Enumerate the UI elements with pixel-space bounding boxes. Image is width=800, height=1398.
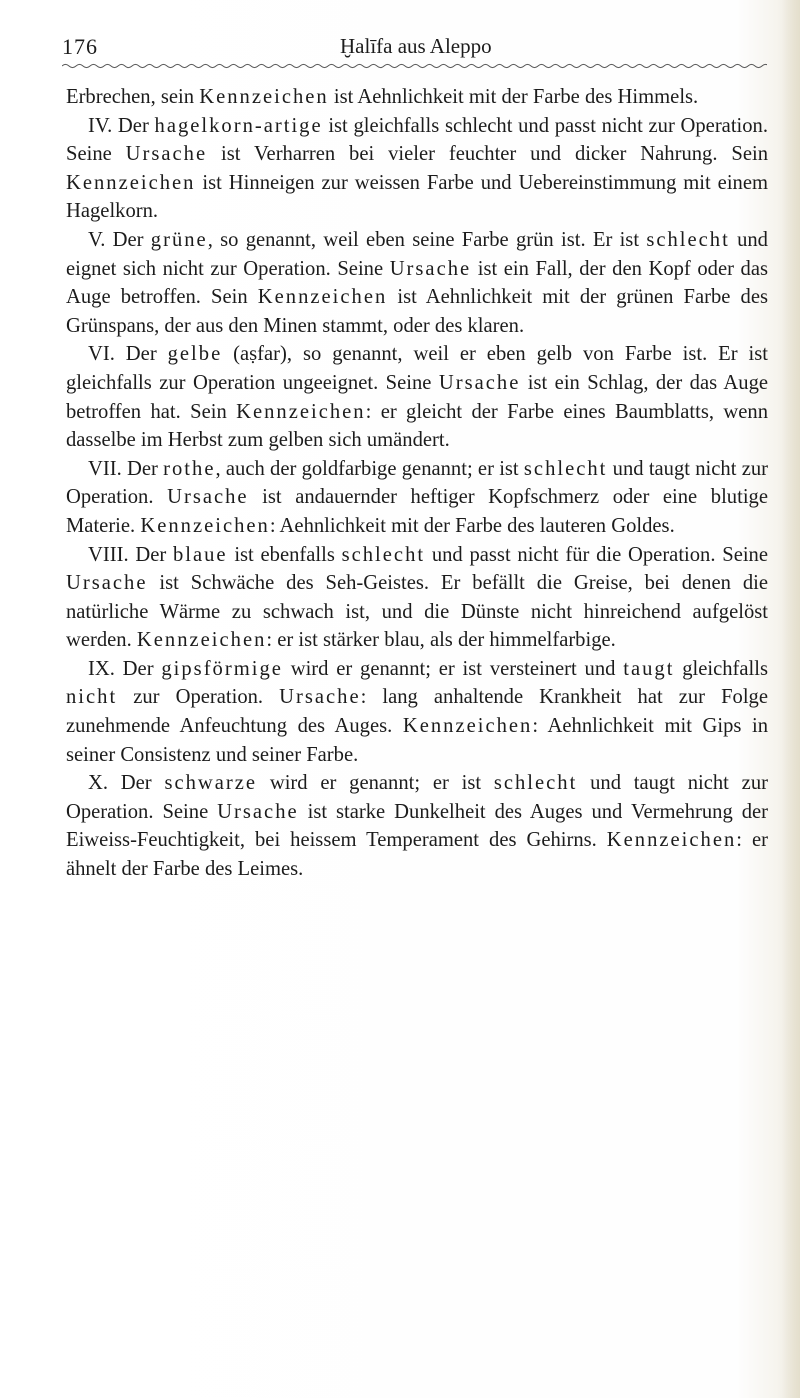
text-run: (aṣfar), so genannt, weil er eben gelb von Farbe ist. Er ist gleichfalls zur Operation ungeeignet. Seine <box>66 343 769 394</box>
text-run: ist ein Fall, der den Kopf oder das Auge betroffen. Sein <box>66 257 768 309</box>
paragraph-cont <box>66 83 768 112</box>
spaced-term: Kennzeichen <box>606 829 737 852</box>
spaced-term: Kennzeichen <box>136 629 267 652</box>
spaced-term: Ursache <box>389 257 472 280</box>
spaced-term: Kennzeichen <box>140 514 270 537</box>
running-title: Ḫalīfa aus Aleppo <box>340 34 492 58</box>
text-run: und passt nicht für die Operation. Seine <box>425 543 768 566</box>
text-run: , so genannt, weil eben seine Farbe grün ist. Er ist <box>207 228 647 251</box>
text-run: ist starke Dunkelheit des Auges und Vermehrung der Eiweiss-Feuchtigkeit, bei heissem Temperament des Gehirns. <box>66 800 768 852</box>
text-run: wird er genannt; er ist versteinert und <box>282 657 624 680</box>
text-run: ist gleichfalls schlecht und passt nicht zur Operation. Seine <box>66 114 769 166</box>
ornamental-wavy-rule <box>62 60 767 72</box>
spaced-term: schlecht <box>646 228 730 251</box>
spaced-term: Ursache <box>125 143 208 166</box>
text-run: VIII. Der <box>88 543 173 566</box>
text-run: ist Verharren bei vieler feuchter und dicker Nahrung. Sein <box>207 143 768 166</box>
spaced-term: Ursache <box>66 572 148 595</box>
paragraph-ix <box>66 655 768 769</box>
text-run: : lang anhaltende Krankheit hat zur Folge zunehmende Anfeuchtung des Auges. <box>66 686 768 738</box>
text-run: ist andauernder heftiger Kopfschmerz oder eine blutige Materie. <box>66 486 768 537</box>
page-edge-shadow <box>782 0 800 1398</box>
spaced-term: Ursache <box>167 486 249 509</box>
text-run: X. Der <box>88 772 165 795</box>
paragraph-x <box>66 769 768 883</box>
spaced-term: grüne <box>150 228 208 251</box>
paragraph-v <box>66 226 768 340</box>
text-run: und eignet sich nicht zur Operation. Seine <box>66 228 768 280</box>
text-run: und taugt nicht zur Operation. Seine <box>66 772 768 823</box>
spaced-term: Ursache <box>279 686 361 709</box>
spaced-term: Ursache <box>438 371 521 394</box>
text-run: ist ebenfalls <box>227 543 342 566</box>
text-run: VII. Der <box>88 457 164 480</box>
spaced-term: Kennzeichen <box>199 86 329 108</box>
spaced-term: Kennzeichen <box>257 286 388 309</box>
text-run: ist Aehnlichkeit mit der Farbe des Himmels. <box>328 86 699 108</box>
text-run: : er ähnelt der Farbe des Leimes. <box>66 829 768 881</box>
text-run: : er gleicht der Farbe eines Baumblatts, wenn dasselbe im Herbst zum gelben sich umändert. <box>66 400 768 452</box>
spaced-term: gelbe <box>167 343 223 366</box>
text-run: gleichfalls <box>674 657 768 680</box>
spaced-term: Kennzeichen <box>402 715 533 738</box>
text-run: , auch der goldfarbige genannt; er ist <box>215 457 524 480</box>
spaced-term: schwarze <box>164 772 258 795</box>
spaced-term: Kennzeichen <box>66 171 196 194</box>
spaced-term: rothe <box>163 457 216 480</box>
spaced-term: Kennzeichen <box>236 400 366 423</box>
text-run: IX. Der <box>88 657 162 680</box>
spaced-term: taugt <box>623 657 675 680</box>
text-run: : Aehnlichkeit mit der Farbe des lauteren Goldes. <box>269 514 675 537</box>
spaced-term: nicht <box>66 686 118 709</box>
text-run: V. Der <box>88 228 151 251</box>
text-run: IV. Der <box>88 114 155 137</box>
spaced-term: hagelkorn-artige <box>154 114 323 137</box>
text-run: : Aehnlichkeit mit Gips in seiner Consistenz und seiner Farbe. <box>66 715 769 766</box>
spaced-term: schlecht <box>493 772 578 795</box>
page-number: 176 <box>62 34 98 59</box>
paragraph-iv <box>66 112 768 226</box>
paragraph-vii <box>66 455 768 541</box>
text-run: ist Aehnlichkeit mit der grünen Farbe des Grünspans, der aus den Minen stammt, oder des klaren. <box>66 286 768 337</box>
spaced-term: blaue <box>172 543 228 566</box>
spaced-term: schlecht <box>341 543 426 566</box>
text-run: ist ein Schlag, der das Auge betroffen hat. Sein <box>66 371 769 423</box>
body-text <box>66 83 768 884</box>
paragraph-viii <box>66 541 768 655</box>
spaced-term: Ursache <box>217 800 299 823</box>
text-run: ist Schwäche des Seh-Geistes. Er befällt die Greise, bei denen die natürliche Wärme zu schwach ist, und die Dünste nicht hinreichend aufgelöst werden. <box>66 572 768 652</box>
text-run: wird er genannt; er ist <box>257 772 494 795</box>
text-run: VI. Der <box>88 343 168 366</box>
spaced-term: gipsförmige <box>161 657 283 680</box>
spaced-term: schlecht <box>523 457 608 480</box>
text-run: zur Operation. <box>117 686 280 709</box>
text-run: Erbrechen, sein <box>66 86 200 108</box>
text-run: ist Hinneigen zur weissen Farbe und Uebereinstimmung mit einem Hagelkorn. <box>66 171 768 223</box>
paragraph-vi <box>66 340 768 454</box>
text-run: und taugt nicht zur Operation. <box>66 457 768 509</box>
text-run: : er ist stärker blau, als der himmelfarbige. <box>266 629 616 652</box>
